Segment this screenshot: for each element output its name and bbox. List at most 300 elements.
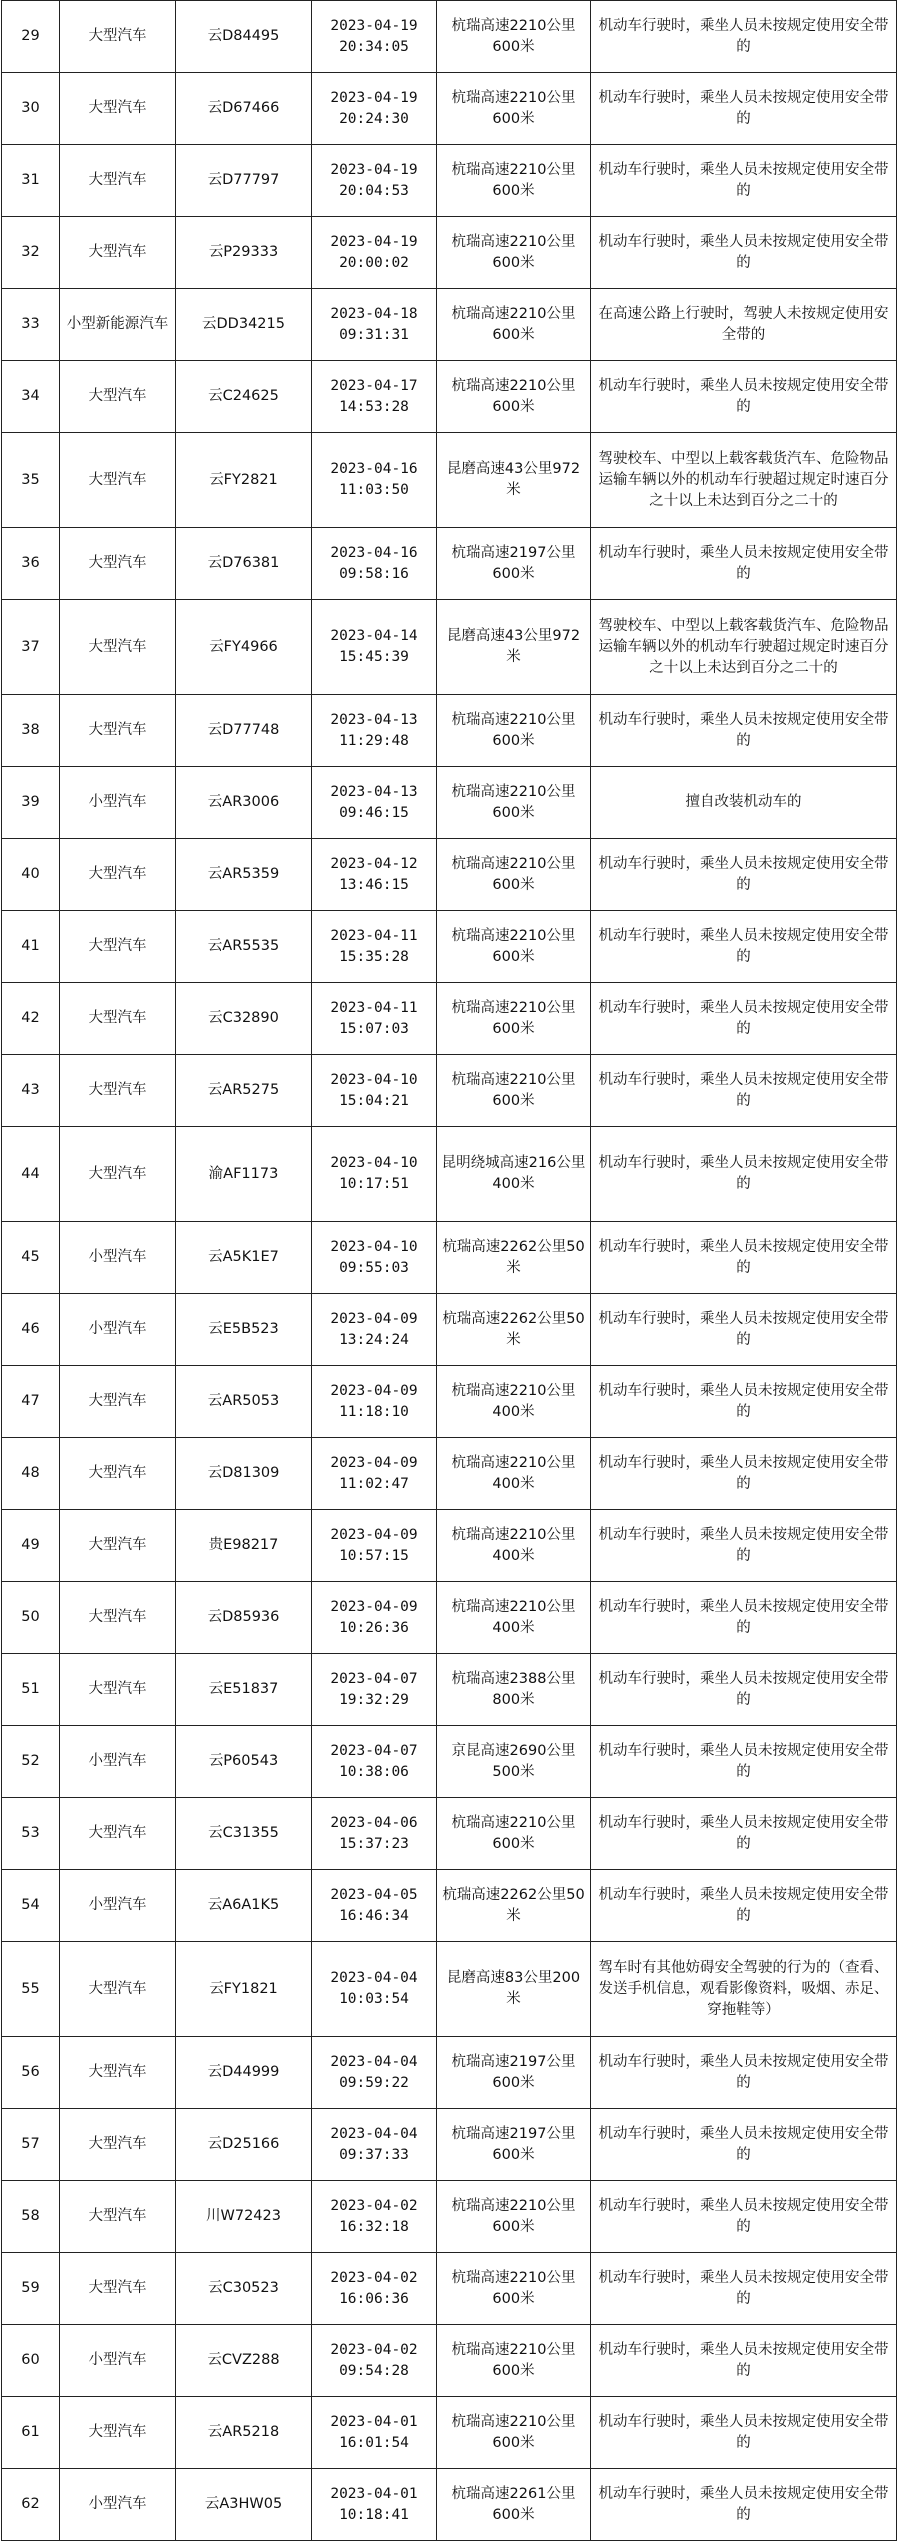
cell-vehicle-type-text: 大型汽车 (88, 1010, 147, 1026)
violation-date: 2023-04-19 (330, 233, 418, 250)
cell-vehicle-type (60, 1, 176, 73)
cell-plate-number-text: 云D81309 (207, 1465, 280, 1481)
cell-plate-number (176, 433, 312, 528)
cell-violation-time (312, 2469, 437, 2541)
cell-violation-behavior (591, 1654, 897, 1726)
table-row (2, 1222, 897, 1294)
violation-clock-time: 20:04:53 (339, 182, 409, 199)
cell-vehicle-type-text: 大型汽车 (88, 1393, 147, 1409)
cell-record-number-text: 37 (21, 638, 40, 655)
violation-clock-time: 13:24:24 (339, 1331, 409, 1348)
table-row (2, 1127, 897, 1222)
violation-date: 2023-04-11 (330, 999, 418, 1016)
cell-vehicle-type-text: 大型汽车 (88, 28, 147, 44)
cell-vehicle-type-text: 小型汽车 (88, 2496, 147, 2512)
cell-violation-location-text: 杭瑞高速2210公里400米 (451, 1526, 576, 1564)
violation-clock-time: 20:00:02 (339, 254, 409, 271)
cell-violation-location-text: 杭瑞高速2262公里50米 (442, 1886, 585, 1924)
cell-record-number-text: 36 (21, 555, 40, 571)
cell-violation-behavior-text: 机动车行驶时，乘坐人员未按规定使用安全带的 (598, 233, 889, 271)
cell-plate-number-text: 云D25166 (207, 2136, 280, 2152)
cell-violation-time (312, 839, 437, 911)
cell-record-number (2, 1127, 60, 1222)
cell-vehicle-type-text: 小型汽车 (88, 1753, 147, 1769)
cell-plate-number (176, 600, 312, 695)
cell-violation-behavior-text: 机动车行驶时，乘坐人员未按规定使用安全带的 (598, 2125, 889, 2163)
cell-violation-time (312, 1127, 437, 1222)
cell-violation-location (437, 911, 591, 983)
cell-violation-location (437, 1366, 591, 1438)
cell-violation-behavior-text: 机动车行驶时，乘坐人员未按规定使用安全带的 (598, 1382, 889, 1420)
cell-record-number-text: 30 (21, 100, 40, 116)
cell-violation-behavior-text: 机动车行驶时，乘坐人员未按规定使用安全带的 (598, 2341, 889, 2379)
cell-violation-location-text: 杭瑞高速2210公里600米 (451, 17, 576, 55)
cell-plate-number-text: 云FY2821 (209, 471, 278, 488)
violation-date: 2023-04-09 (330, 1382, 418, 1399)
violation-date: 2023-04-10 (330, 1071, 418, 1088)
cell-plate-number (176, 911, 312, 983)
violation-date: 2023-04-01 (330, 2485, 418, 2502)
cell-violation-behavior-text: 驾驶校车、中型以上载客载货汽车、危险物品运输车辆以外的机动车行驶超过规定时速百分之十以上未达到百分之二十的 (598, 450, 889, 509)
violation-clock-time: 11:18:10 (339, 1403, 409, 1420)
cell-violation-location (437, 767, 591, 839)
cell-violation-behavior (591, 1438, 897, 1510)
table-row (2, 1, 897, 73)
cell-record-number (2, 2325, 60, 2397)
cell-violation-location (437, 361, 591, 433)
cell-violation-location-text: 杭瑞高速2210公里600米 (451, 1814, 576, 1852)
cell-plate-number (176, 217, 312, 289)
cell-violation-time (312, 217, 437, 289)
cell-vehicle-type (60, 839, 176, 911)
cell-plate-number-text: 云AR5359 (207, 866, 280, 882)
cell-violation-behavior (591, 1, 897, 73)
cell-plate-number (176, 695, 312, 767)
cell-vehicle-type (60, 2253, 176, 2325)
violation-clock-time: 20:24:30 (339, 110, 409, 127)
cell-vehicle-type-text: 大型汽车 (88, 2280, 147, 2296)
cell-vehicle-type (60, 983, 176, 1055)
cell-violation-behavior (591, 839, 897, 911)
table-row (2, 1582, 897, 1654)
cell-vehicle-type (60, 1582, 176, 1654)
cell-vehicle-type-text: 小型汽车 (88, 1897, 147, 1913)
violation-records-table (1, 0, 897, 2541)
cell-vehicle-type (60, 1127, 176, 1222)
cell-violation-time (312, 983, 437, 1055)
cell-record-number (2, 2397, 60, 2469)
cell-violation-behavior (591, 2109, 897, 2181)
cell-plate-number (176, 2109, 312, 2181)
cell-record-number (2, 1654, 60, 1726)
cell-plate-number-text: 贵E98217 (208, 1537, 279, 1553)
violation-clock-time: 09:37:33 (339, 2146, 409, 2163)
violation-date: 2023-04-02 (330, 2197, 418, 2214)
cell-vehicle-type (60, 1870, 176, 1942)
cell-vehicle-type-text: 大型汽车 (88, 2136, 147, 2152)
cell-record-number (2, 1942, 60, 2037)
cell-violation-location (437, 1870, 591, 1942)
violation-date: 2023-04-09 (330, 1310, 418, 1327)
cell-record-number (2, 2037, 60, 2109)
cell-violation-location-text: 杭瑞高速2210公里600米 (451, 161, 576, 199)
violation-date: 2023-04-18 (330, 305, 418, 322)
violation-clock-time: 10:38:06 (339, 1763, 409, 1780)
cell-record-number (2, 361, 60, 433)
cell-record-number-text: 44 (21, 1165, 40, 1182)
cell-plate-number-text: 云AR5275 (207, 1082, 280, 1098)
violation-date: 2023-04-19 (330, 161, 418, 178)
table-row (2, 695, 897, 767)
cell-plate-number-text: 云C31355 (208, 1825, 279, 1841)
cell-violation-location-text: 杭瑞高速2210公里400米 (451, 1382, 576, 1420)
violation-clock-time: 09:46:15 (339, 804, 409, 821)
violation-date: 2023-04-19 (330, 89, 418, 106)
cell-violation-behavior (591, 983, 897, 1055)
cell-record-number (2, 1366, 60, 1438)
cell-violation-time (312, 145, 437, 217)
cell-vehicle-type-text: 大型汽车 (88, 938, 147, 954)
violation-date: 2023-04-02 (330, 2341, 418, 2358)
cell-vehicle-type (60, 2397, 176, 2469)
cell-violation-location (437, 2253, 591, 2325)
cell-vehicle-type (60, 911, 176, 983)
cell-violation-behavior-text: 机动车行驶时，乘坐人员未按规定使用安全带的 (598, 1814, 889, 1852)
cell-vehicle-type-text: 小型汽车 (88, 794, 147, 810)
cell-violation-time (312, 1, 437, 73)
cell-violation-time (312, 1654, 437, 1726)
cell-violation-behavior-text: 驾车时有其他妨碍安全驾驶的行为的（查看、发送手机信息，观看影像资料，吸烟、赤足、穿拖鞋等） (598, 1959, 889, 2018)
cell-plate-number (176, 2397, 312, 2469)
cell-vehicle-type (60, 1222, 176, 1294)
cell-record-number (2, 911, 60, 983)
cell-vehicle-type (60, 2469, 176, 2541)
violation-clock-time: 15:04:21 (339, 1092, 409, 1109)
cell-violation-behavior (591, 2181, 897, 2253)
cell-violation-behavior-text: 机动车行驶时，乘坐人员未按规定使用安全带的 (598, 855, 889, 893)
cell-vehicle-type (60, 289, 176, 361)
violation-clock-time: 10:17:51 (339, 1176, 409, 1192)
cell-plate-number (176, 767, 312, 839)
cell-violation-behavior-text: 机动车行驶时，乘坐人员未按规定使用安全带的 (598, 2197, 889, 2235)
cell-violation-time (312, 2325, 437, 2397)
cell-violation-location-text: 杭瑞高速2210公里600米 (451, 711, 576, 749)
cell-record-number (2, 1726, 60, 1798)
cell-vehicle-type-text: 大型汽车 (88, 555, 147, 571)
cell-violation-behavior (591, 1798, 897, 1870)
cell-record-number (2, 600, 60, 695)
violation-clock-time: 09:55:03 (339, 1259, 409, 1276)
cell-violation-behavior-text: 擅自改装机动车的 (685, 794, 802, 810)
cell-record-number-text: 45 (21, 1249, 40, 1265)
cell-plate-number-text: 云D77797 (207, 172, 280, 188)
cell-record-number-text: 32 (21, 244, 40, 260)
cell-vehicle-type-text: 大型汽车 (88, 2064, 147, 2080)
cell-plate-number (176, 1654, 312, 1726)
cell-plate-number-text: 云D44999 (207, 2064, 280, 2080)
violation-clock-time: 09:58:16 (339, 565, 409, 582)
cell-violation-location-text: 杭瑞高速2197公里600米 (451, 2125, 576, 2163)
cell-violation-time (312, 1870, 437, 1942)
cell-record-number-text: 56 (21, 2064, 40, 2080)
cell-violation-location-text: 昆明绕城高速216公里400米 (441, 1155, 586, 1192)
cell-vehicle-type (60, 2325, 176, 2397)
cell-plate-number-text: 云D84495 (207, 28, 280, 44)
cell-record-number-text: 35 (21, 471, 40, 488)
cell-vehicle-type-text: 大型汽车 (88, 244, 147, 260)
cell-plate-number-text: 渝AF1173 (208, 1165, 279, 1182)
cell-plate-number-text: 云D77748 (207, 722, 280, 738)
cell-violation-time (312, 1055, 437, 1127)
violation-clock-time: 13:46:15 (339, 876, 409, 893)
cell-vehicle-type (60, 1438, 176, 1510)
cell-violation-location (437, 2181, 591, 2253)
cell-violation-behavior-text: 机动车行驶时，乘坐人员未按规定使用安全带的 (598, 1670, 889, 1708)
cell-record-number (2, 73, 60, 145)
cell-violation-behavior-text: 机动车行驶时，乘坐人员未按规定使用安全带的 (598, 1238, 889, 1276)
cell-vehicle-type (60, 1510, 176, 1582)
cell-vehicle-type (60, 1654, 176, 1726)
cell-vehicle-type-text: 大型汽车 (88, 1082, 147, 1098)
cell-record-number (2, 2253, 60, 2325)
table-row (2, 1510, 897, 1582)
cell-record-number-text: 53 (21, 1825, 40, 1841)
cell-vehicle-type (60, 1294, 176, 1366)
cell-plate-number-text: 云C24625 (208, 388, 279, 404)
cell-vehicle-type (60, 1055, 176, 1127)
cell-violation-location-text: 杭瑞高速2210公里400米 (451, 1454, 576, 1492)
cell-plate-number (176, 1798, 312, 1870)
cell-violation-location (437, 2109, 591, 2181)
cell-vehicle-type (60, 2037, 176, 2109)
cell-violation-location (437, 2037, 591, 2109)
cell-record-number-text: 58 (21, 2208, 40, 2224)
cell-plate-number-text: 云AR3006 (207, 794, 280, 810)
violation-date: 2023-04-11 (330, 927, 418, 944)
violation-clock-time: 15:45:39 (339, 649, 409, 665)
table-row (2, 2325, 897, 2397)
cell-record-number (2, 767, 60, 839)
cell-violation-time (312, 528, 437, 600)
cell-violation-location-text: 杭瑞高速2210公里600米 (451, 89, 576, 127)
cell-vehicle-type-text: 大型汽车 (88, 866, 147, 882)
cell-violation-location (437, 1942, 591, 2037)
cell-violation-behavior (591, 695, 897, 767)
cell-violation-location-text: 昆磨高速43公里972米 (446, 461, 581, 498)
cell-plate-number (176, 1127, 312, 1222)
table-row (2, 2253, 897, 2325)
violation-date: 2023-04-17 (330, 377, 418, 394)
violation-date: 2023-04-09 (330, 1598, 418, 1615)
cell-violation-location (437, 1055, 591, 1127)
cell-vehicle-type-text: 大型汽车 (88, 1681, 147, 1697)
violation-clock-time: 11:29:48 (339, 732, 409, 749)
table-row (2, 528, 897, 600)
cell-record-number-text: 55 (21, 1980, 40, 1997)
cell-plate-number-text: 云D76381 (207, 555, 280, 571)
cell-violation-behavior (591, 73, 897, 145)
cell-violation-location (437, 983, 591, 1055)
violation-date: 2023-04-16 (330, 461, 418, 477)
table-row (2, 433, 897, 528)
cell-record-number (2, 1222, 60, 1294)
cell-violation-location (437, 1798, 591, 1870)
cell-plate-number-text: 云DD34215 (202, 316, 285, 332)
violation-clock-time: 09:59:22 (339, 2074, 409, 2091)
cell-violation-time (312, 361, 437, 433)
cell-record-number-text: 42 (21, 1010, 40, 1026)
violation-clock-time: 20:34:05 (339, 38, 409, 55)
cell-plate-number-text: 云AR5535 (207, 938, 280, 954)
violation-date: 2023-04-13 (330, 783, 418, 800)
cell-vehicle-type (60, 695, 176, 767)
violation-date: 2023-04-19 (330, 17, 418, 34)
cell-plate-number-text: 云AR5053 (207, 1393, 280, 1409)
table-row (2, 839, 897, 911)
violation-clock-time: 10:57:15 (339, 1547, 409, 1564)
cell-record-number (2, 1438, 60, 1510)
cell-violation-behavior-text: 机动车行驶时，乘坐人员未按规定使用安全带的 (598, 1155, 889, 1192)
cell-violation-behavior-text: 机动车行驶时，乘坐人员未按规定使用安全带的 (598, 1598, 889, 1636)
violation-clock-time: 15:37:23 (339, 1835, 409, 1852)
cell-plate-number-text: 云E51837 (208, 1681, 279, 1697)
cell-plate-number (176, 289, 312, 361)
cell-violation-behavior-text: 机动车行驶时，乘坐人员未按规定使用安全带的 (598, 2053, 889, 2091)
violation-date: 2023-04-07 (330, 1742, 418, 1759)
cell-vehicle-type (60, 767, 176, 839)
cell-record-number (2, 1055, 60, 1127)
cell-record-number-text: 33 (21, 316, 40, 332)
cell-violation-time (312, 1222, 437, 1294)
table-row (2, 1726, 897, 1798)
cell-violation-location (437, 2325, 591, 2397)
cell-record-number (2, 217, 60, 289)
cell-vehicle-type (60, 145, 176, 217)
cell-record-number-text: 54 (21, 1897, 40, 1913)
cell-record-number-text: 39 (21, 794, 40, 810)
cell-violation-behavior (591, 361, 897, 433)
cell-record-number-text: 47 (21, 1393, 40, 1409)
cell-plate-number-text: 云E5B523 (208, 1321, 279, 1337)
cell-plate-number (176, 145, 312, 217)
cell-violation-behavior-text: 机动车行驶时，乘坐人员未按规定使用安全带的 (598, 1310, 889, 1348)
cell-vehicle-type (60, 217, 176, 289)
cell-violation-location-text: 杭瑞高速2197公里600米 (451, 2053, 576, 2091)
cell-plate-number-text: 云AR5218 (207, 2424, 280, 2440)
cell-violation-time (312, 1438, 437, 1510)
cell-violation-behavior (591, 1870, 897, 1942)
cell-violation-time (312, 2253, 437, 2325)
cell-vehicle-type-text: 大型汽车 (88, 471, 147, 488)
cell-plate-number-text: 云D85936 (207, 1609, 280, 1625)
cell-violation-behavior (591, 1366, 897, 1438)
cell-plate-number (176, 361, 312, 433)
cell-violation-location (437, 1294, 591, 1366)
cell-vehicle-type-text: 大型汽车 (88, 1980, 147, 1997)
cell-vehicle-type-text: 大型汽车 (88, 1537, 147, 1553)
violation-clock-time: 11:03:50 (339, 482, 409, 498)
cell-vehicle-type (60, 2181, 176, 2253)
cell-plate-number (176, 1294, 312, 1366)
cell-plate-number-text: 云A3HW05 (204, 2496, 283, 2512)
cell-record-number (2, 2469, 60, 2541)
table-row (2, 2181, 897, 2253)
cell-plate-number (176, 1510, 312, 1582)
cell-vehicle-type-text: 大型汽车 (88, 1825, 147, 1841)
table-row (2, 911, 897, 983)
violation-clock-time: 16:32:18 (339, 2218, 409, 2235)
cell-vehicle-type-text: 小型新能源汽车 (66, 316, 169, 332)
table-body (2, 1, 897, 2541)
cell-record-number-text: 50 (21, 1609, 40, 1625)
cell-vehicle-type-text: 小型汽车 (88, 1321, 147, 1337)
cell-violation-location (437, 2397, 591, 2469)
cell-record-number-text: 49 (21, 1537, 40, 1553)
cell-violation-behavior (591, 1222, 897, 1294)
cell-violation-behavior-text: 机动车行驶时，乘坐人员未按规定使用安全带的 (598, 1526, 889, 1564)
cell-plate-number (176, 528, 312, 600)
cell-vehicle-type-text: 大型汽车 (88, 638, 147, 655)
table-row (2, 1654, 897, 1726)
cell-vehicle-type (60, 600, 176, 695)
violation-clock-time: 10:18:41 (339, 2506, 409, 2523)
cell-violation-location (437, 1726, 591, 1798)
violation-date: 2023-04-07 (330, 1670, 418, 1687)
cell-vehicle-type (60, 2109, 176, 2181)
violation-clock-time: 11:02:47 (339, 1475, 409, 1492)
cell-record-number (2, 1798, 60, 1870)
cell-violation-behavior-text: 机动车行驶时，乘坐人员未按规定使用安全带的 (598, 999, 889, 1037)
cell-record-number-text: 60 (21, 2352, 40, 2368)
violation-date: 2023-04-05 (330, 1886, 418, 1903)
cell-violation-behavior (591, 911, 897, 983)
cell-vehicle-type (60, 1726, 176, 1798)
cell-record-number-text: 61 (21, 2424, 40, 2440)
cell-violation-behavior (591, 1127, 897, 1222)
cell-violation-behavior (591, 1294, 897, 1366)
cell-violation-location (437, 528, 591, 600)
cell-violation-location-text: 杭瑞高速2210公里600米 (451, 2413, 576, 2451)
cell-vehicle-type (60, 433, 176, 528)
violation-clock-time: 16:01:54 (339, 2434, 409, 2451)
cell-violation-location (437, 1654, 591, 1726)
cell-plate-number (176, 1438, 312, 1510)
violation-clock-time: 10:26:36 (339, 1619, 409, 1636)
cell-violation-time (312, 2397, 437, 2469)
cell-violation-time (312, 73, 437, 145)
cell-plate-number-text: 云FY4966 (209, 638, 278, 655)
cell-violation-time (312, 2109, 437, 2181)
cell-plate-number (176, 983, 312, 1055)
cell-violation-behavior-text: 机动车行驶时，乘坐人员未按规定使用安全带的 (598, 2269, 889, 2307)
cell-violation-location (437, 1582, 591, 1654)
cell-violation-behavior-text: 机动车行驶时，乘坐人员未按规定使用安全带的 (598, 1454, 889, 1492)
cell-plate-number-text: 云D67466 (207, 100, 280, 116)
cell-violation-location-text: 杭瑞高速2210公里600米 (451, 377, 576, 415)
cell-violation-behavior (591, 145, 897, 217)
cell-violation-location-text: 京昆高速2690公里500米 (451, 1742, 576, 1780)
cell-violation-location (437, 1438, 591, 1510)
violation-clock-time: 16:06:36 (339, 2290, 409, 2307)
cell-violation-location (437, 145, 591, 217)
violation-clock-time: 09:31:31 (339, 326, 409, 343)
cell-violation-behavior (591, 528, 897, 600)
violation-date: 2023-04-14 (330, 628, 418, 644)
cell-plate-number (176, 73, 312, 145)
table-row (2, 217, 897, 289)
violation-date: 2023-04-09 (330, 1526, 418, 1543)
cell-violation-location-text: 杭瑞高速2210公里600米 (451, 927, 576, 965)
